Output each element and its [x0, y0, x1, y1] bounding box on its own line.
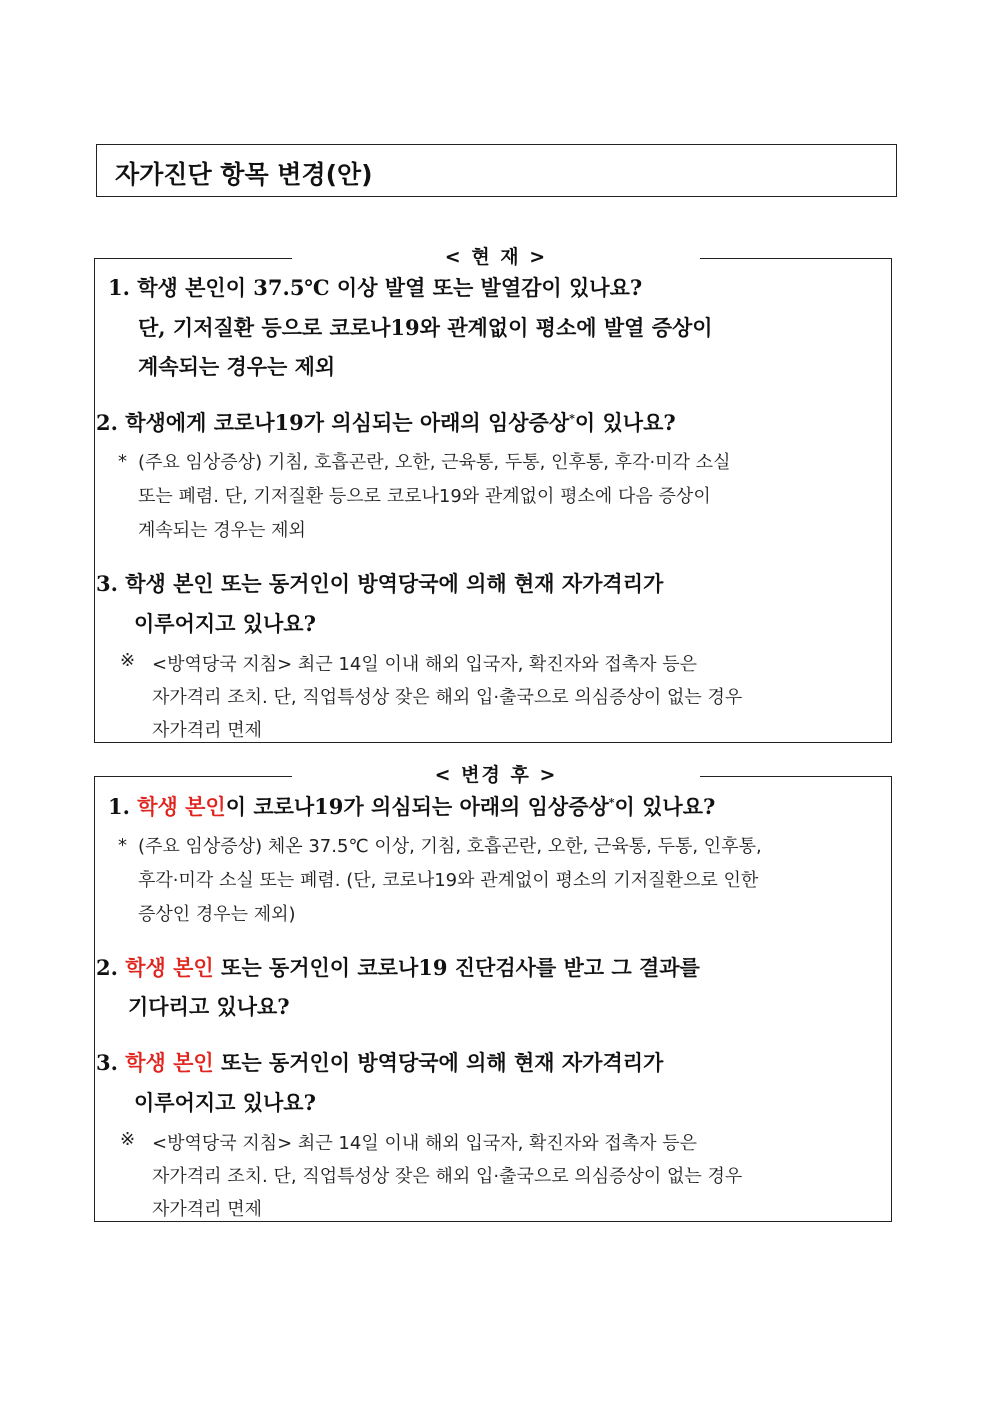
after-q3-note-mark: ※ [120, 1129, 136, 1150]
document-title-box [96, 144, 897, 197]
current-q3-note-line3: 자가격리 면제 [152, 720, 263, 741]
current-q2-note-line2: 또는 폐렴. 단, 기저질환 등으로 코로나19와 관계없이 평소에 다음 증상이 [138, 486, 711, 507]
after-q2-highlight: 학생 본인 [125, 955, 214, 980]
after-q1-note-line2: 후각·미각 소실 또는 폐렴. (단, 코로나19와 관계없이 평소의 기저질환으로 인한 [138, 870, 759, 891]
current-q1-line1: 1. 학생 본인이 37.5℃ 이상 발열 또는 발열감이 있나요? [108, 275, 643, 300]
document-title: 자가진단 항목 변경(안) [115, 160, 373, 189]
after-q1-note-line3: 증상인 경우는 제외) [138, 904, 296, 925]
after-q1-line1 [108, 791, 715, 821]
after-q2-line1 [96, 952, 700, 982]
after-q3-num: 3. [96, 1050, 118, 1075]
after-q2-text: 또는 동거인이 코로나19 진단검사를 받고 그 결과를 [221, 955, 700, 980]
current-q2-note-line3: 계속되는 경우는 제외 [138, 520, 306, 541]
after-q3-line1 [96, 1047, 663, 1077]
current-q1-line3: 계속되는 경우는 제외 [138, 354, 336, 379]
current-q2-note-mark: * [118, 451, 127, 472]
current-q2-line1 [96, 407, 676, 437]
current-q3-note-mark: ※ [120, 650, 136, 671]
after-q1-text-a: 이 코로나19가 의심되는 아래의 임상증상 [225, 794, 609, 819]
current-q2-star: * [569, 412, 575, 425]
after-q3-note-line3: 자가격리 면제 [152, 1199, 263, 1220]
after-q2-line2: 기다리고 있나요? [128, 994, 290, 1019]
after-q3-note-line2: 자가격리 조치. 단, 직업특성상 잦은 해외 입·출국으로 의심증상이 없는 경우 [152, 1166, 743, 1187]
after-q2-num: 2. [96, 955, 118, 980]
current-q3-line1: 3. 학생 본인 또는 동거인이 방역당국에 의해 현재 자가격리가 [96, 571, 664, 596]
after-q1-note-line1: (주요 임상증상) 체온 37.5℃ 이상, 기침, 호흡곤란, 오한, 근육통, 두통, 인후통, [138, 836, 762, 857]
current-section-label: < 현 재 > [292, 245, 700, 269]
current-q2-text-b: 이 있나요? [574, 410, 676, 435]
current-q2-text-a: 2. 학생에게 코로나19가 의심되는 아래의 임상증상 [96, 410, 570, 435]
after-section-label: < 변경 후 > [292, 763, 700, 787]
after-q3-text: 또는 동거인이 방역당국에 의해 현재 자가격리가 [221, 1050, 664, 1075]
current-q1-line2: 단, 기저질환 등으로 코로나19와 관계없이 평소에 발열 증상이 [138, 315, 713, 340]
current-q3-note-line1: <방역당국 지침> 최근 14일 이내 해외 입국자, 확진자와 접촉자 등은 [152, 654, 697, 675]
current-q2-note-line1: (주요 임상증상) 기침, 호흡곤란, 오한, 근육통, 두통, 인후통, 후각·미각 소실 [138, 452, 731, 473]
after-q3-note-line1: <방역당국 지침> 최근 14일 이내 해외 입국자, 확진자와 접촉자 등은 [152, 1133, 697, 1154]
current-q3-note-line2: 자가격리 조치. 단, 직업특성상 잦은 해외 입·출국으로 의심증상이 없는 경우 [152, 687, 743, 708]
after-q1-text-b: 이 있나요? [614, 794, 716, 819]
after-q1-note-mark: * [118, 835, 127, 856]
after-q1-highlight: 학생 본인 [137, 794, 226, 819]
current-q3-line2: 이루어지고 있나요? [134, 611, 316, 636]
after-q1-star: * [608, 796, 615, 809]
after-q1-num: 1. [108, 794, 130, 819]
after-q3-highlight: 학생 본인 [125, 1050, 214, 1075]
after-q3-line2: 이루어지고 있나요? [134, 1090, 316, 1115]
